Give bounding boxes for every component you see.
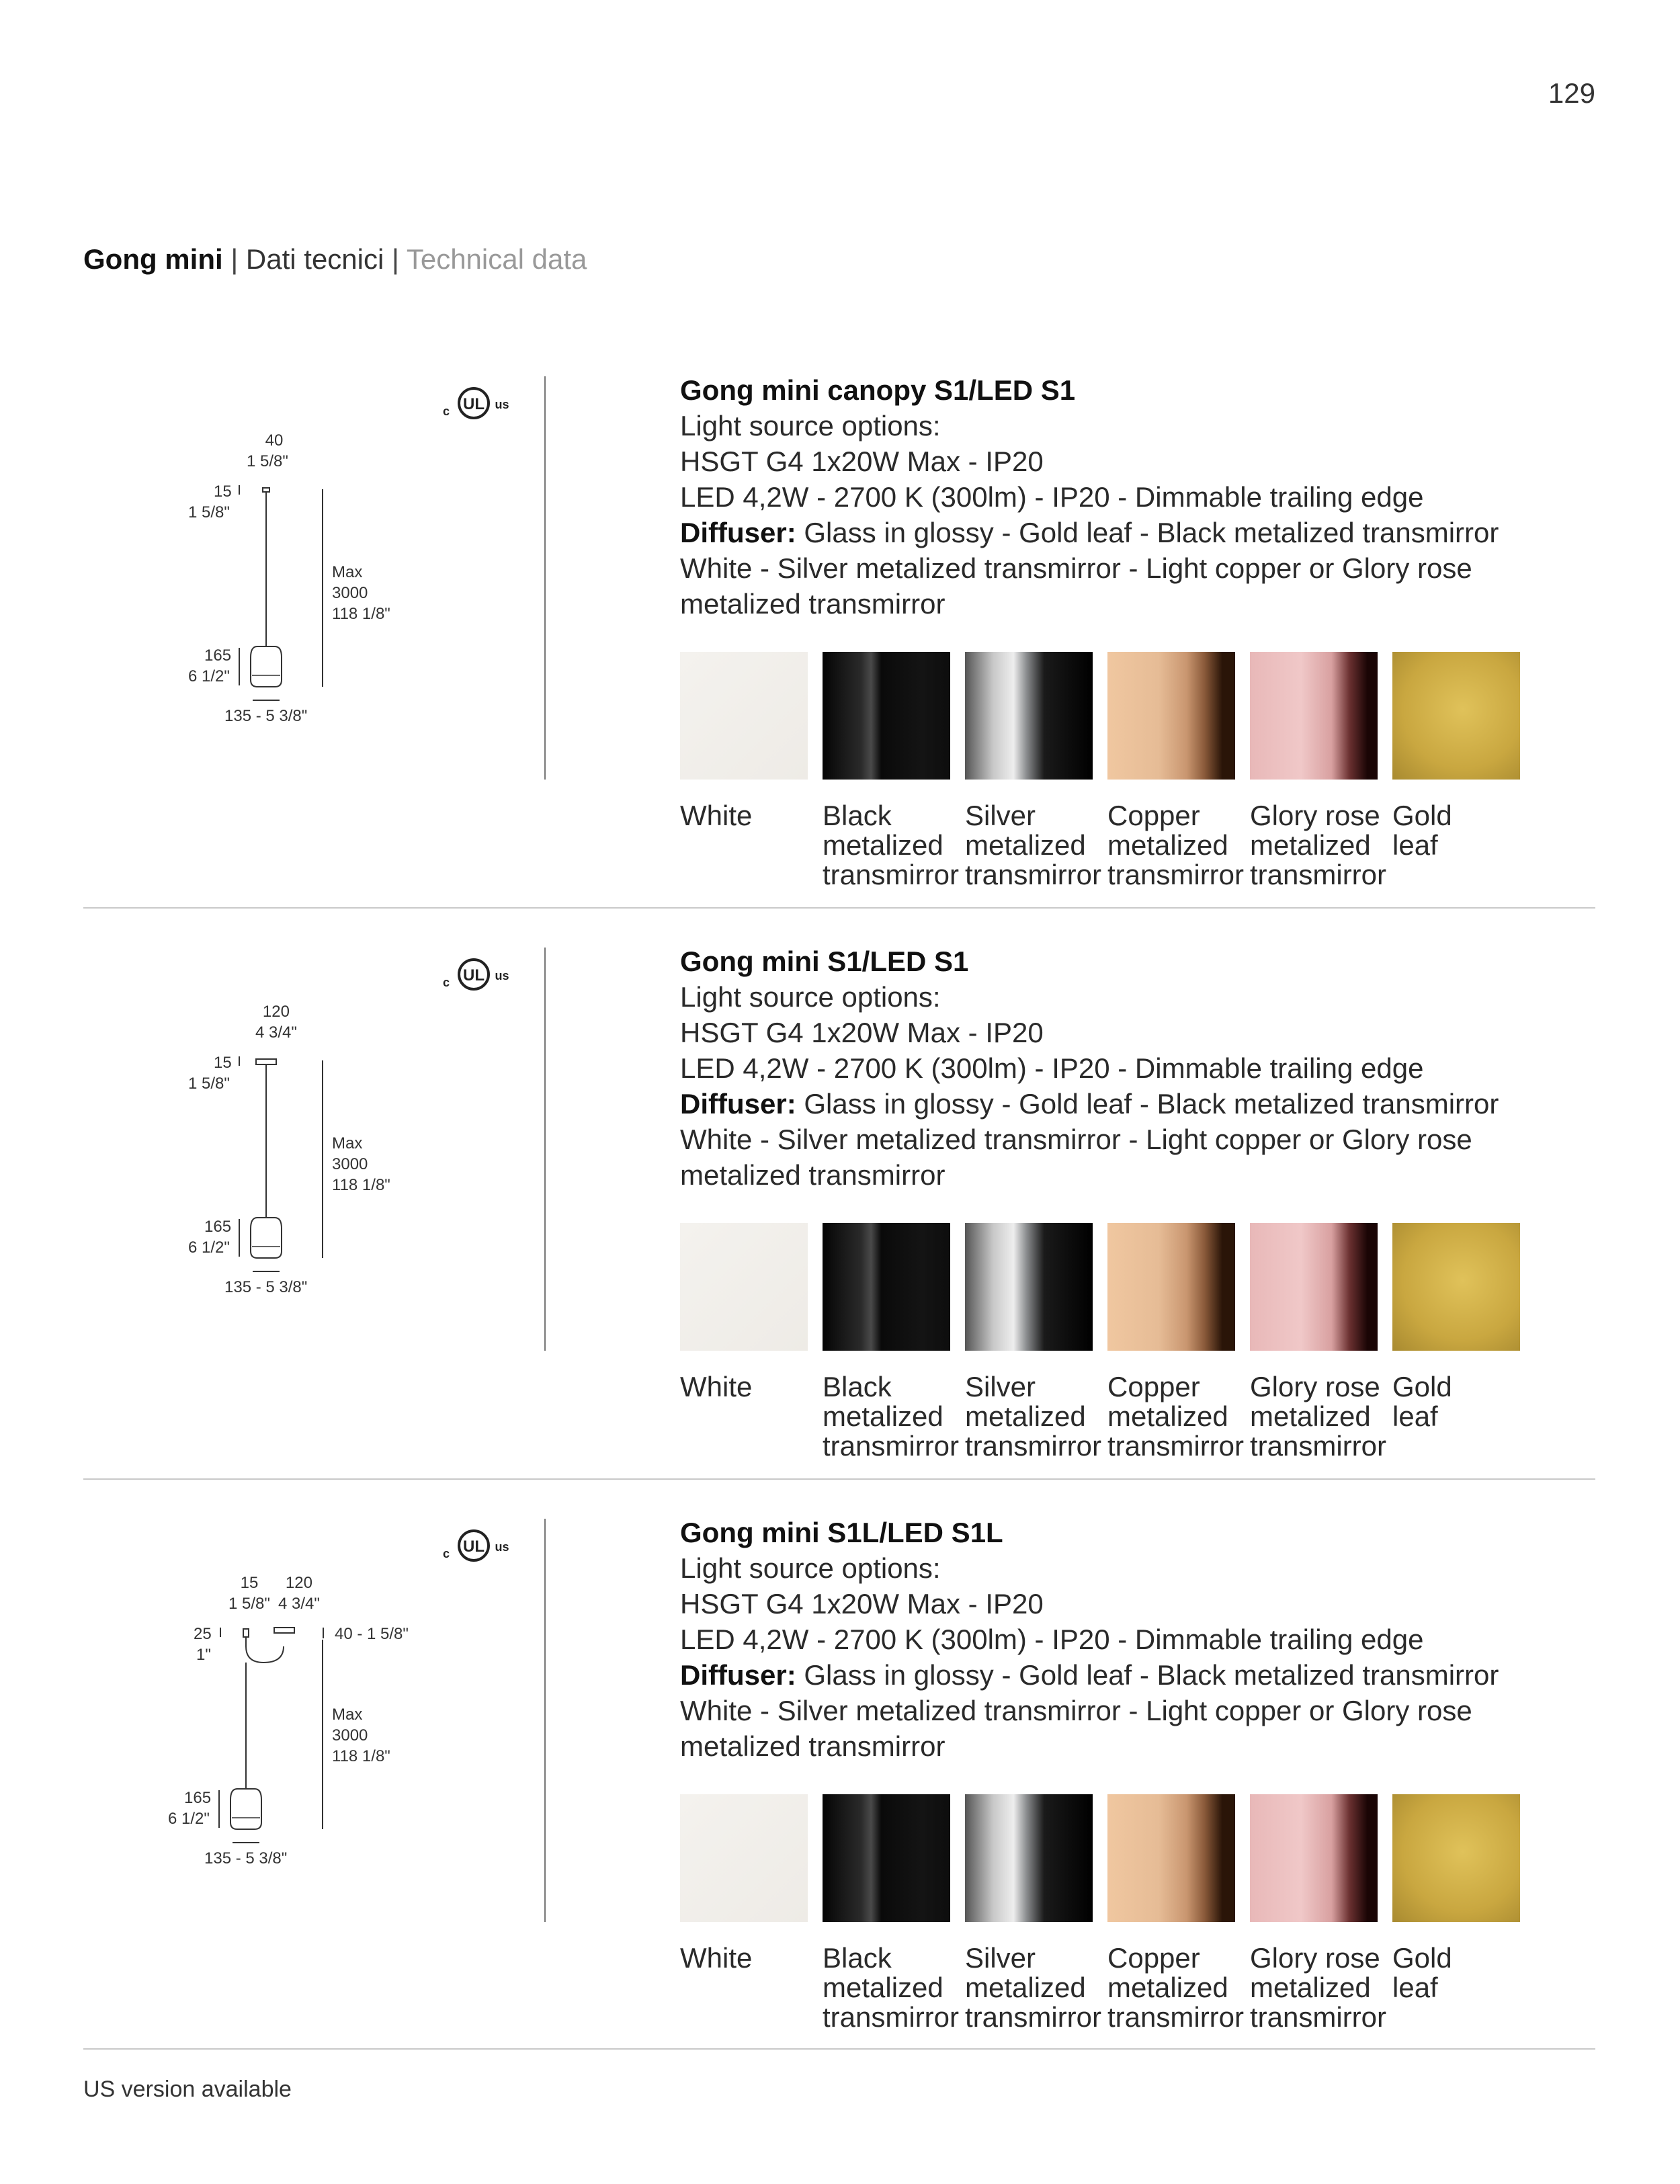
- section-divider: [83, 2048, 1595, 2050]
- dimension-drawing: [161, 948, 417, 1324]
- dim-canopy: 15 1 5/8": [188, 1054, 232, 1093]
- finish-swatch: [1107, 652, 1235, 780]
- finish-label: Silver metalized transmirror: [965, 1942, 1102, 2033]
- finish-label: White: [680, 800, 753, 831]
- spec-line: White - Silver metalized transmirror - Light copper or Glory rose: [680, 1695, 1472, 1726]
- dimension-drawing: [161, 1519, 417, 1895]
- dim-max-length: Max 3000 118 1/8": [332, 1706, 390, 1765]
- finish-swatch: [1250, 1794, 1378, 1922]
- spec-line: metalized transmirror: [680, 1730, 946, 1762]
- dim-top-b: 120 4 3/4": [278, 1574, 320, 1613]
- finish-swatch: [1392, 652, 1520, 780]
- finish-label: Gold leaf: [1392, 1371, 1452, 1432]
- dim-canopy: 15 1 5/8": [188, 482, 232, 521]
- spec-line: White - Silver metalized transmirror - Light copper or Glory rose: [680, 552, 1472, 584]
- svg-text:us: us: [495, 969, 509, 982]
- svg-text:UL: UL: [463, 1538, 485, 1556]
- finish-label: Silver metalized transmirror: [965, 800, 1102, 890]
- page-number: 129: [1548, 77, 1595, 109]
- finish-swatch: [1250, 1223, 1378, 1351]
- ul-certification-icon: [430, 383, 517, 423]
- spec-line: White - Silver metalized transmirror - Light copper or Glory rose: [680, 1124, 1472, 1155]
- heading-separator: |: [392, 243, 399, 275]
- finish-label: Glory rose metalized transmirror: [1250, 800, 1387, 890]
- finish-swatch: [680, 1794, 808, 1922]
- heading-product: Gong mini: [83, 243, 223, 275]
- column-divider: [544, 948, 546, 1351]
- finish-swatches: [680, 652, 1554, 890]
- finish-swatches: [680, 1794, 1554, 2033]
- dim-body-height: 165 6 1/2": [188, 646, 232, 685]
- product-section: [0, 1519, 1680, 2090]
- finish-label: Glory rose metalized transmirror: [1250, 1371, 1387, 1462]
- spec-line: Light source options:: [680, 1552, 941, 1584]
- svg-text:us: us: [495, 398, 509, 411]
- svg-text:UL: UL: [463, 966, 485, 984]
- finish-swatch: [1392, 1223, 1520, 1351]
- spec-line: HSGT G4 1x20W Max - IP20: [680, 1588, 1044, 1620]
- svg-text:c: c: [442, 1547, 450, 1560]
- spec-block: [680, 1515, 1554, 1764]
- product-title: Gong mini S1L/LED S1L: [680, 1517, 1003, 1548]
- spec-line: LED 4,2W - 2700 K (300lm) - IP20 - Dimmable trailing edge: [680, 1624, 1424, 1655]
- heading-english: Technical data: [406, 243, 587, 275]
- heading-italian: Dati tecnici: [245, 243, 384, 275]
- svg-text:us: us: [495, 1540, 509, 1554]
- finish-swatch: [823, 1794, 950, 1922]
- product-section: [0, 948, 1680, 1519]
- dim-top: 40 1 5/8": [247, 431, 288, 470]
- finish-swatch: [823, 652, 950, 780]
- finish-label: Copper metalized transmirror: [1107, 1942, 1245, 2033]
- dim-width: 135 - 5 3/8": [204, 1849, 288, 1867]
- column-divider: [544, 376, 546, 780]
- dim-max-length: Max 3000 118 1/8": [332, 1134, 390, 1194]
- finish-swatch: [965, 1223, 1093, 1351]
- finish-swatch: [680, 1223, 808, 1351]
- ul-certification-icon: [430, 1525, 517, 1566]
- spec-diffuser: Diffuser: Glass in glossy - Gold leaf - Black metalized transmirror: [680, 1088, 1499, 1120]
- svg-text:c: c: [442, 405, 450, 418]
- product-section: [0, 376, 1680, 948]
- spec-diffuser: Diffuser: Glass in glossy - Gold leaf - Black metalized transmirror: [680, 1659, 1499, 1691]
- spec-line: HSGT G4 1x20W Max - IP20: [680, 446, 1044, 477]
- dim-width: 135 - 5 3/8": [224, 707, 308, 725]
- spec-block: [680, 372, 1554, 622]
- finish-label: White: [680, 1371, 753, 1402]
- spec-diffuser: Diffuser: Glass in glossy - Gold leaf - Black metalized transmirror: [680, 517, 1499, 548]
- spec-line: Light source options:: [680, 410, 941, 442]
- finish-swatch: [823, 1223, 950, 1351]
- ul-certification-icon: [430, 954, 517, 995]
- dim-width: 135 - 5 3/8": [224, 1278, 308, 1296]
- finish-label: White: [680, 1942, 753, 1974]
- spec-line: metalized transmirror: [680, 588, 946, 620]
- dim-canopy: 25 1": [194, 1625, 212, 1664]
- finish-swatch: [965, 652, 1093, 780]
- dimension-drawing: [161, 376, 417, 753]
- spec-block: [680, 943, 1554, 1193]
- dim-body-height: 165 6 1/2": [188, 1218, 232, 1257]
- finish-swatch: [1250, 652, 1378, 780]
- finish-label: Silver metalized transmirror: [965, 1371, 1102, 1462]
- finish-swatch: [1107, 1223, 1235, 1351]
- finish-swatch: [1107, 1794, 1235, 1922]
- spec-line: LED 4,2W - 2700 K (300lm) - IP20 - Dimmable trailing edge: [680, 1052, 1424, 1084]
- finish-label: Gold leaf: [1392, 800, 1452, 861]
- spec-line: Light source options:: [680, 981, 941, 1013]
- column-divider: [544, 1519, 546, 1922]
- finish-label: Glory rose metalized transmirror: [1250, 1942, 1387, 2033]
- finish-label: Black metalized transmirror: [823, 800, 960, 890]
- svg-text:UL: UL: [463, 395, 485, 413]
- footer-note: US version available: [83, 2076, 292, 2102]
- svg-text:c: c: [442, 976, 450, 989]
- section-divider: [83, 1478, 1595, 1480]
- section-divider: [83, 907, 1595, 909]
- finish-label: Black metalized transmirror: [823, 1371, 960, 1462]
- dim-top: 120 4 3/4": [255, 1003, 297, 1042]
- dim-body-height: 165 6 1/2": [168, 1789, 212, 1828]
- page-heading: [83, 243, 587, 276]
- dim-top-a: 15 1 5/8": [228, 1574, 270, 1613]
- finish-label: Black metalized transmirror: [823, 1942, 960, 2033]
- finish-label: Copper metalized transmirror: [1107, 800, 1245, 890]
- finish-label: Gold leaf: [1392, 1942, 1452, 2003]
- finish-swatch: [965, 1794, 1093, 1922]
- dim-max-length: Max 3000 118 1/8": [332, 563, 390, 623]
- finish-swatches: [680, 1223, 1554, 1462]
- spec-line: HSGT G4 1x20W Max - IP20: [680, 1017, 1044, 1048]
- finish-swatch: [680, 652, 808, 780]
- finish-label: Copper metalized transmirror: [1107, 1371, 1245, 1462]
- product-title: Gong mini S1/LED S1: [680, 946, 969, 977]
- heading-separator: |: [230, 243, 239, 275]
- product-title: Gong mini canopy S1/LED S1: [680, 374, 1076, 406]
- dim-offset: 40 - 1 5/8": [335, 1625, 409, 1643]
- spec-line: metalized transmirror: [680, 1159, 946, 1191]
- finish-swatch: [1392, 1794, 1520, 1922]
- spec-line: LED 4,2W - 2700 K (300lm) - IP20 - Dimmable trailing edge: [680, 481, 1424, 513]
